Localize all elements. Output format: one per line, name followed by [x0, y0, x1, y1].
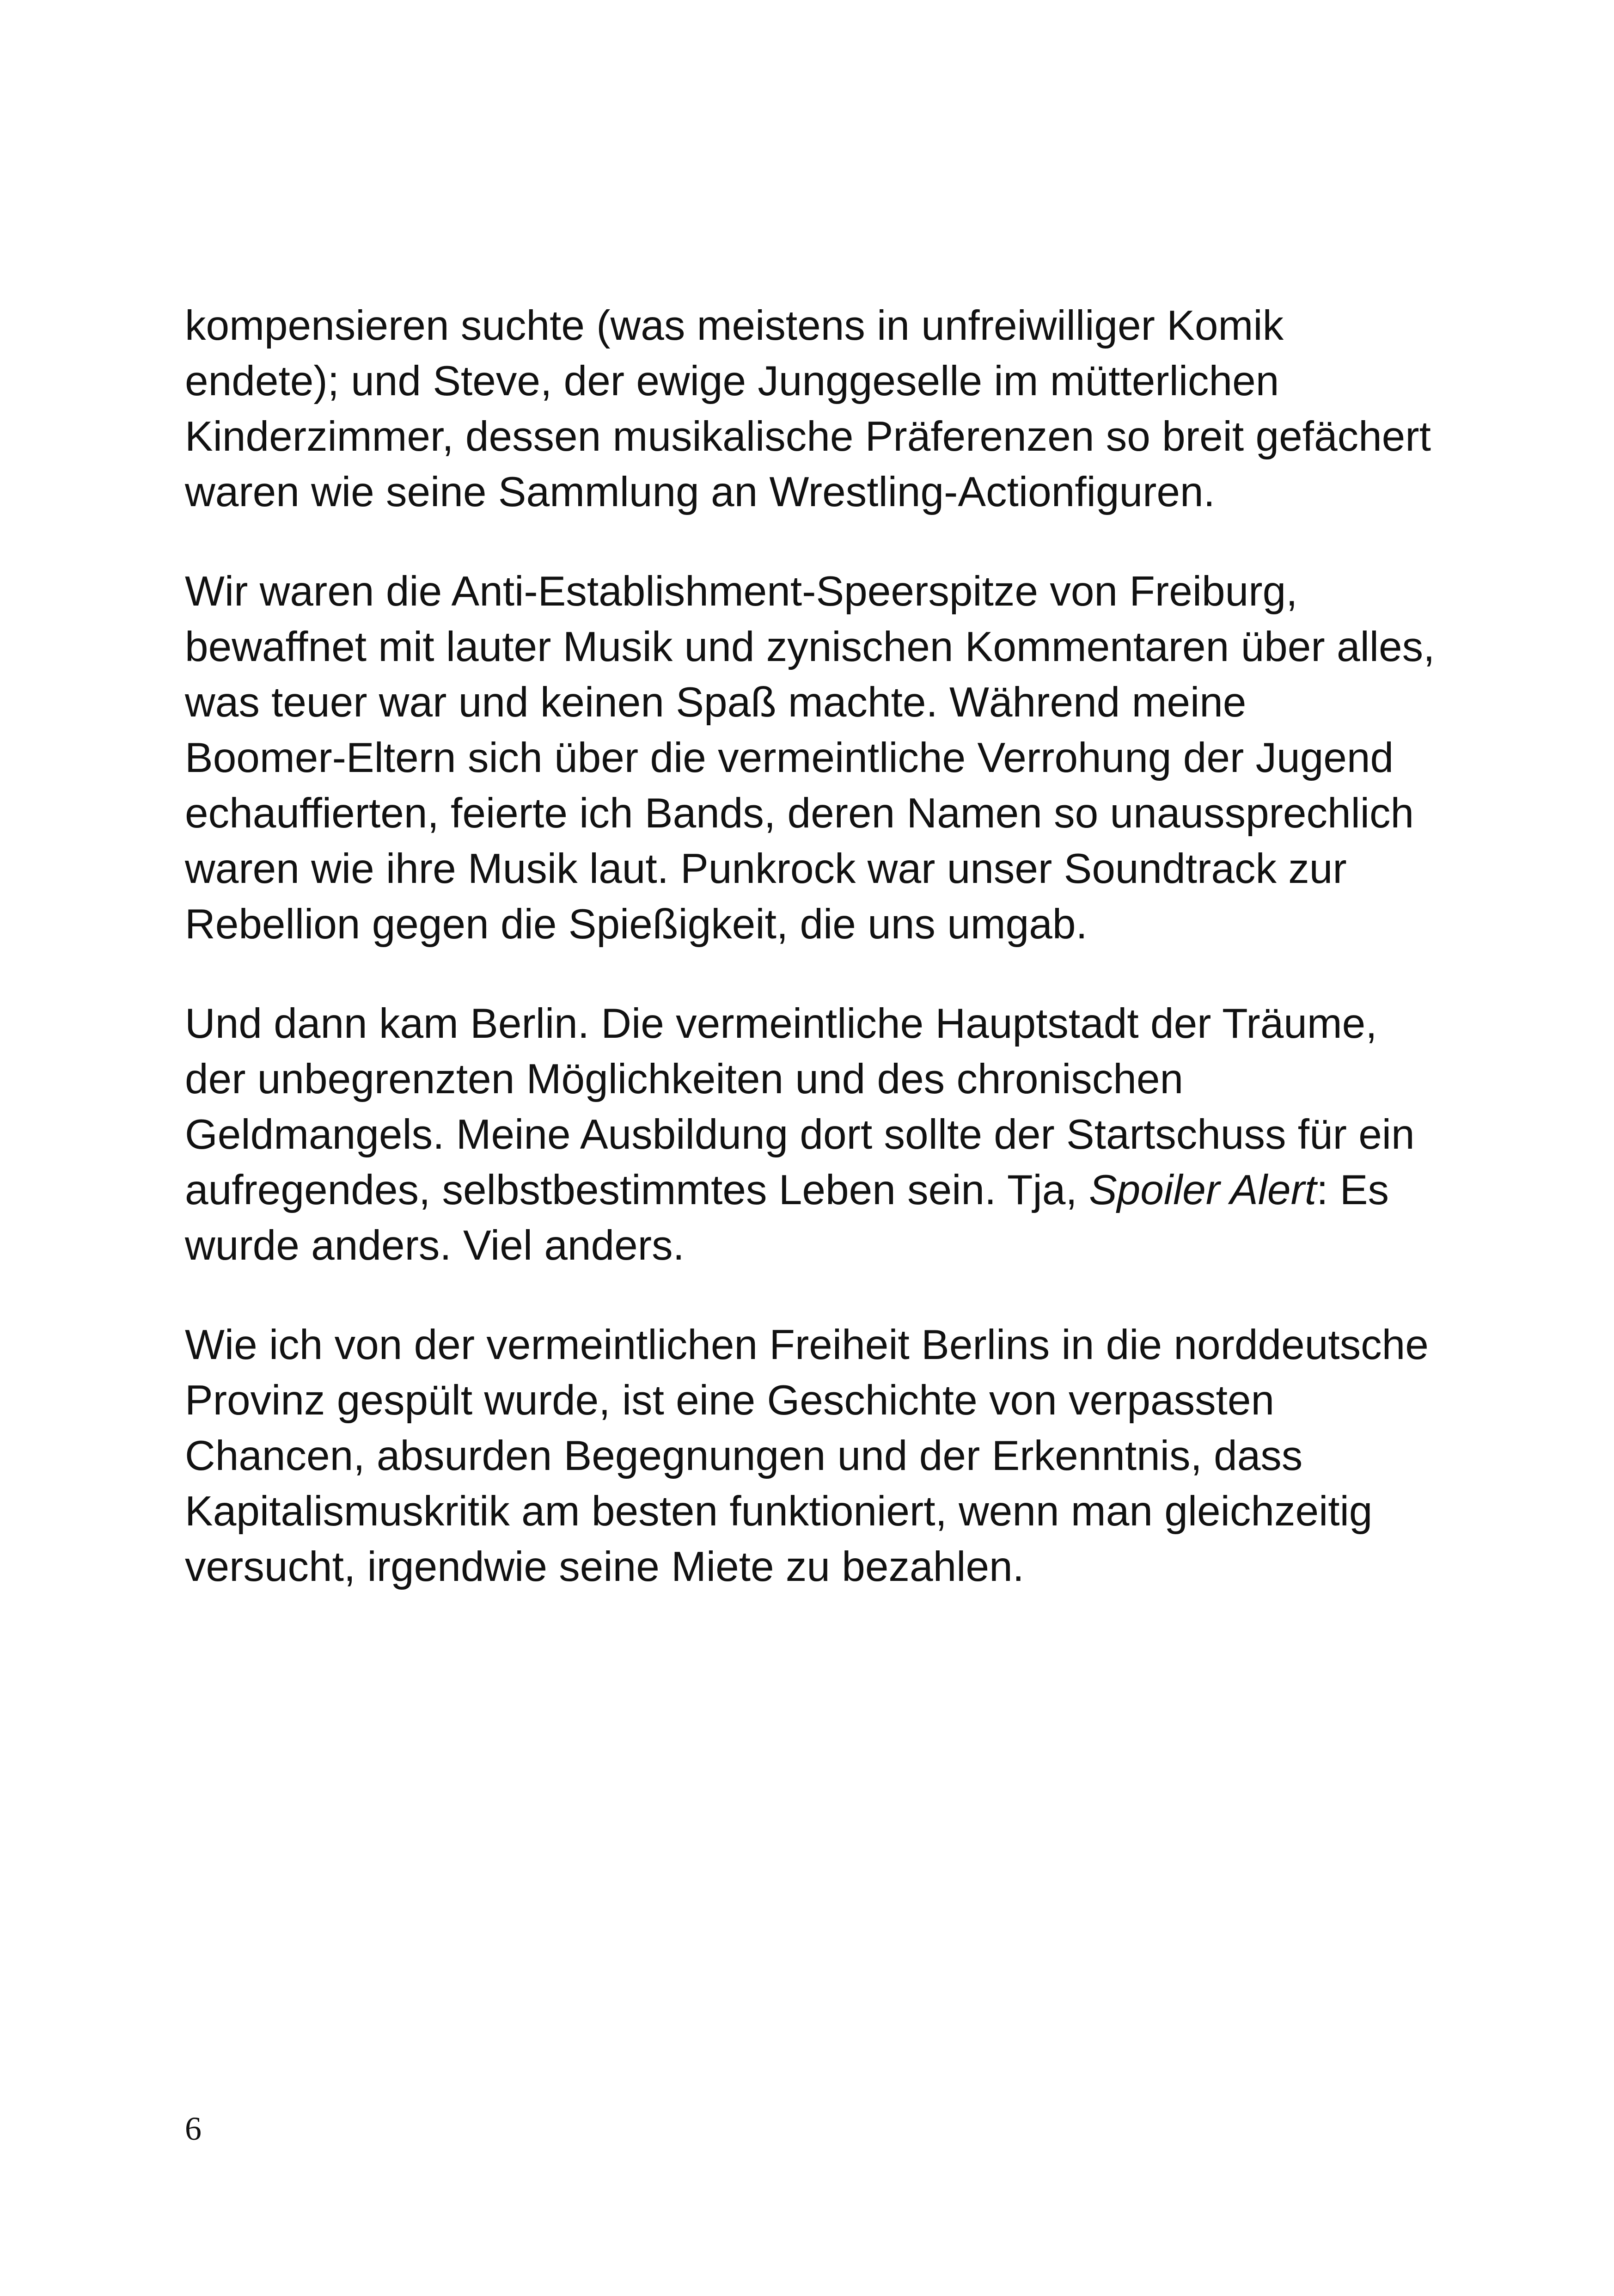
- text-segment: : Es: [1316, 1167, 1389, 1213]
- text-line: versucht, irgendwie seine Miete zu bezahlen.: [185, 1543, 1024, 1590]
- text-segment: aufregendes, selbstbestimmtes Leben sein. Tja,: [185, 1167, 1089, 1213]
- text-line: waren wie ihre Musik laut. Punkrock war unser Soundtrack zur: [185, 845, 1347, 892]
- text-line: der unbegrenzten Möglichkeiten und des chronischen: [185, 1056, 1184, 1102]
- paragraph-2: [185, 564, 1479, 952]
- text-line: Provinz gespült wurde, ist eine Geschichte von verpassten: [185, 1377, 1275, 1424]
- text-line-with-emphasis: [185, 1163, 1479, 1218]
- text-line: Und dann kam Berlin. Die vermeintliche Hauptstadt der Träume,: [185, 1000, 1377, 1047]
- text-line: endete); und Steve, der ewige Junggeselle im mütterlichen: [185, 358, 1279, 404]
- text-line: Boomer-Eltern sich über die vermeintliche Verrohung der Jugend: [185, 735, 1394, 781]
- text-line: kompensieren suchte (was meistens in unfreiwilliger Komik: [185, 302, 1284, 349]
- italic-emphasis: Spoiler Alert: [1088, 1167, 1317, 1213]
- page-number: 6: [185, 2110, 202, 2147]
- text-line: Wir waren die Anti-Establishment-Speerspitze von Freiburg,: [185, 568, 1298, 615]
- body-text: [185, 298, 1479, 1639]
- text-line: Kinderzimmer, dessen musikalische Präferenzen so breit gefächert: [185, 413, 1431, 460]
- text-line: Rebellion gegen die Spießigkeit, die uns umgab.: [185, 901, 1088, 948]
- text-line: Geldmangels. Meine Ausbildung dort sollte der Startschuss für ein: [185, 1111, 1415, 1158]
- paragraph-1: [185, 298, 1479, 520]
- text-line: bewaffnet mit lauter Musik und zynischen Kommentaren über alles,: [185, 624, 1435, 670]
- text-line: Kapitalismuskritik am besten funktioniert, wenn man gleichzeitig: [185, 1488, 1373, 1535]
- text-line: Wie ich von der vermeintlichen Freiheit Berlins in die norddeutsche: [185, 1322, 1429, 1368]
- paragraph-4: [185, 1317, 1479, 1595]
- text-line: was teuer war und keinen Spaß machte. Während meine: [185, 679, 1247, 726]
- text-line: echauffierten, feierte ich Bands, deren Namen so unaussprechlich: [185, 790, 1414, 837]
- text-line: Chancen, absurden Begegnungen und der Erkenntnis, dass: [185, 1433, 1303, 1479]
- text-line: waren wie seine Sammlung an Wrestling-Actionfiguren.: [185, 469, 1215, 515]
- text-line: wurde anders. Viel anders.: [185, 1222, 685, 1269]
- paragraph-3: [185, 996, 1479, 1274]
